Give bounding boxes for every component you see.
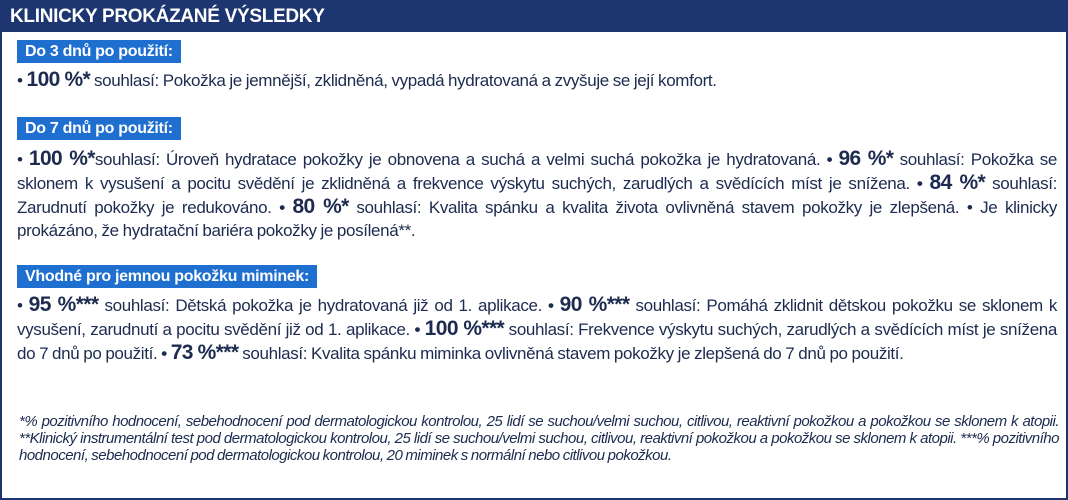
stat-value: 100 %*	[28, 147, 95, 170]
stat-text: souhlasí: Úroveň hydratace pokožky je obnovena a suchá a velmi suchá pokožka je hydratovaná.	[94, 150, 827, 169]
stat-text: souhlasí: Pokožka se sklonem k vysušení a pocitu svědění je zklidněná a frekvence výskytu suchých, zarudlých a svědících míst je snížena.	[17, 150, 1057, 193]
stat-value: 80 %*	[292, 195, 349, 218]
section-text-babies: • 95 %*** souhlasí: Dětská pokožka je hydratovaná již od 1. aplikace. • 90 %*** souhlasí: Pomáhá zklidnit dětskou pokožku se sklonem k vysušení, zarudnutí a pocitu svědění již od 1. aplikace. • 100 %*** souhlasí: Frekvence výskytu suchých, zarudlých a svědících míst je snížena do 7 dnů po použití. • 73 %*** souhlasí: Kvalita spánku miminka ovlivněná stavem pokožky je zlepšená do 7 dnů po použití.	[17, 293, 1058, 364]
stat-value: 100 %***	[424, 317, 505, 340]
section-text-3-days: • 100 %* souhlasí: Pokožka je jemnější, zklidněná, vypadá hydratovaná a zvyšuje se její komfort.	[17, 68, 717, 91]
section-label-7-days: Do 7 dnů po použití:	[17, 117, 181, 140]
stat-value: 90 %***	[559, 293, 630, 316]
footnote: *% pozitivního hodnocení, sebehodnocení pod dermatologickou kontrolou, 25 lidí se suchou/velmi suchou, citlivou, reaktivní pokožkou a pokožkou se sklonem k atopii. **Klinický instrumentální test pod dermatologickou kontrolou, 25 lidí se suchou/velmi suchou, citlivou, reaktivní pokožkou a pokožkou se sklonem k atopii. ***% pozitivního hodnocení, sebehodnocení pod dermatologickou kontrolou, 20 miminek s normální nebo citlivou pokožkou.	[19, 413, 1059, 464]
stat-value: 100 %*	[26, 68, 91, 91]
stat-value: 84 %*	[929, 171, 986, 194]
section-label-babies: Vhodné pro jemnou pokožku miminek:	[17, 265, 317, 288]
stat-text: souhlasí: Kvalita spánku a kvalita života ovlivněná stavem pokožky je zlepšená.	[348, 198, 967, 217]
stat-text: souhlasí: Frekvence výskytu suchých, zarudlých a svědících míst je snížena do 7 dnů po použití.	[17, 320, 1058, 363]
stat-text: souhlasí: Pomáhá zklidnit dětskou pokožku se sklonem k vysušení, zarudnutí a pocitu svědění již od 1. aplikace.	[17, 296, 1058, 339]
stat-text: souhlasí: Dětská pokožka je hydratovaná již od 1. aplikace.	[98, 296, 548, 315]
stat-value: 73 %***	[170, 341, 239, 364]
section-label-3-days: Do 3 dnů po použití:	[17, 40, 181, 63]
panel-title: KLINICKY PROKÁZANÉ VÝSLEDKY	[2, 2, 1066, 32]
stat-text: souhlasí: Kvalita spánku miminka ovlivněná stavem pokožky je zlepšená do 7 dnů po použití.	[238, 344, 904, 363]
stat-text: souhlasí: Zarudnutí pokožky je redukováno.	[17, 174, 1058, 217]
stat-text: souhlasí: Pokožka je jemnější, zklidněná, vypadá hydratovaná a zvyšuje se její komfort.	[90, 71, 717, 90]
stat-value: 95 %***	[28, 293, 99, 316]
stat-text: Je klinicky prokázáno, že hydratační bariéra pokožky je posílená**.	[17, 198, 1057, 240]
section-text-7-days: • 100 %*souhlasí: Úroveň hydratace pokožky je obnovena a suchá a velmi suchá pokožka je hydratovaná. • 96 %* souhlasí: Pokožka se sklonem k vysušení a pocitu svědění je zklidněná a frekvence výskytu suchých, zarudlých a svědících míst je snížena. • 84 %* souhlasí: Zarudnutí pokožky je redukováno. • 80 %* souhlasí: Kvalita spánku a kvalita života ovlivněná stavem pokožky je zlepšená. • Je klinicky prokázáno, že hydratační bariéra pokožky je posílená**.	[17, 147, 1058, 240]
stat-value: 96 %*	[838, 147, 894, 170]
